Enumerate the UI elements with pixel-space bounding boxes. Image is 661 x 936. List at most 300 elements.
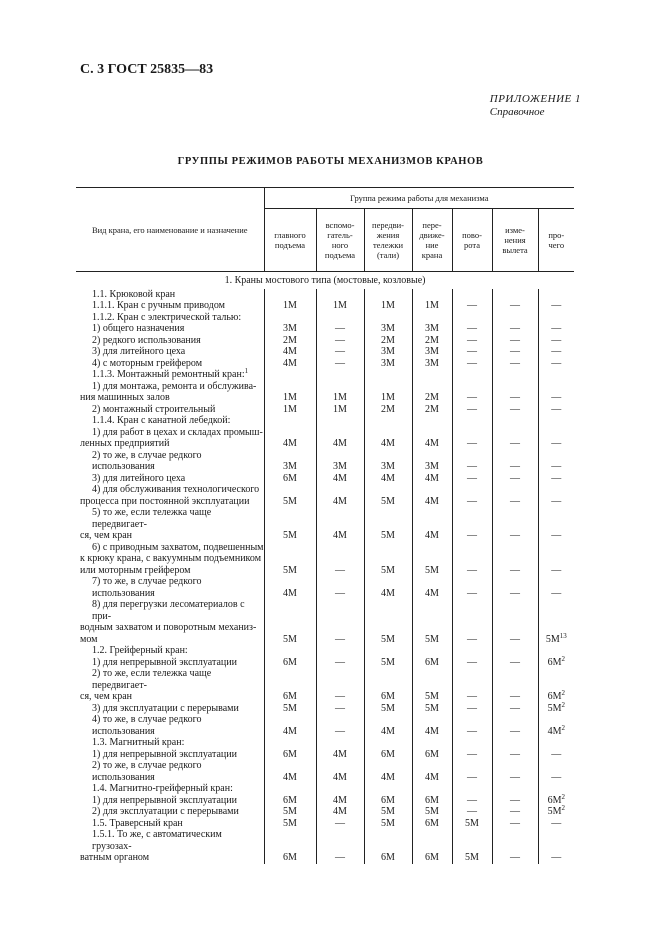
mode-group-cell: [412, 312, 452, 324]
mode-group-cell: [492, 703, 538, 715]
crane-type-text: 2) то же, если тележка чаще передвигает-: [92, 668, 212, 691]
crane-type-text: 1.1.4. Кран с канатной лебедкой:: [92, 415, 231, 426]
mode-group-value: 6М: [283, 852, 297, 863]
mode-group-cell: [538, 760, 574, 783]
column-header-line: жения: [376, 230, 400, 240]
mode-group-value: 4М: [283, 346, 297, 357]
mode-group-cell: [492, 714, 538, 737]
crane-type-cell: [76, 599, 264, 645]
crane-type-text: 8) для перегрузки лесоматериалов с при-: [92, 599, 245, 622]
mode-group-cell: [316, 289, 364, 301]
mode-group-cell: [264, 703, 316, 715]
mode-group-cell: [316, 450, 364, 473]
mode-group-value: 4М: [333, 438, 347, 449]
crane-type-cell: [76, 703, 264, 715]
mode-group-cell: [364, 657, 412, 669]
mode-group-value: 4М: [425, 438, 439, 449]
crane-type-cell: [76, 369, 264, 381]
crane-type-line: [80, 530, 264, 542]
mode-group-value: 3М: [381, 346, 395, 357]
mode-group-cell: [264, 473, 316, 485]
table-row: [76, 542, 574, 577]
crane-type-line: [80, 369, 264, 381]
mode-group-cell: [452, 749, 492, 761]
table-row: [76, 300, 574, 312]
crane-type-line: [80, 427, 264, 439]
mode-group-value: —: [551, 748, 562, 760]
table-row: [76, 473, 574, 485]
column-header-line: тележки: [372, 240, 404, 250]
crane-type-cell: [76, 783, 264, 795]
column-header: [264, 209, 316, 272]
mode-group-cell: [316, 312, 364, 324]
mode-group-cell: [538, 415, 574, 427]
crane-type-text: 1.1.2. Кран с электрической талью:: [92, 311, 242, 323]
mode-group-cell: [316, 760, 364, 783]
mode-group-value: 4М: [425, 771, 439, 783]
mode-group-cell: [538, 484, 574, 507]
crane-type-text: ленных предприятий: [80, 438, 170, 449]
mode-group-value: 3М: [283, 461, 297, 472]
mode-group-value: 2М: [425, 403, 439, 415]
column-header-line: изме-: [505, 225, 525, 235]
column-header: [316, 209, 364, 272]
page-header: С. 3 ГОСТ 25835—83: [80, 62, 214, 77]
mode-group-value: —: [510, 702, 520, 714]
mode-group-cell: [412, 645, 452, 657]
mode-group-cell: [492, 599, 538, 645]
table-row: [76, 749, 574, 761]
crane-type-text: 5) то же, если тележка чаще передвигает-: [92, 507, 212, 530]
mode-group-cell: [538, 381, 574, 404]
mode-group-value: 3М: [333, 461, 347, 472]
crane-type-text: мом: [80, 633, 98, 645]
mode-group-cell: [492, 369, 538, 381]
mode-group-value: 5М: [283, 633, 297, 645]
mode-group-value: 2М: [381, 334, 395, 346]
crane-type-text: 1) для непрерывной эксплуатации: [92, 794, 237, 806]
mode-group-cell: [452, 335, 492, 347]
column-header-line: ного: [331, 240, 349, 250]
crane-type-line: [80, 473, 264, 485]
column-header-line: главного: [274, 230, 306, 240]
mode-group-value: 5М: [283, 702, 297, 714]
mode-group-cell: [264, 542, 316, 577]
crane-type-text: 2) то же, в случае редкого использования: [92, 449, 202, 472]
mode-group-cell: [452, 358, 492, 370]
crane-type-line: [80, 565, 264, 577]
mode-group-cell: [264, 312, 316, 324]
mode-group-cell: [492, 542, 538, 577]
mode-group-cell: [364, 404, 412, 416]
mode-group-value: 6М: [425, 748, 439, 760]
mode-group-cell: [364, 668, 412, 703]
mode-group-cell: [364, 645, 412, 657]
mode-group-cell: [452, 645, 492, 657]
mode-group-cell: [492, 576, 538, 599]
mode-group-cell: [412, 335, 452, 347]
mode-group-value: 6М: [381, 852, 395, 863]
mode-group-cell: [364, 749, 412, 761]
mode-group-value: 6М: [425, 794, 439, 806]
mode-group-value: 2М: [381, 403, 395, 415]
mode-group-cell: [316, 829, 364, 864]
crane-type-line: [80, 542, 264, 554]
table-row: [76, 668, 574, 703]
mode-group-value: —: [467, 403, 477, 415]
mode-group-value: —: [467, 633, 477, 645]
header-mode-group: Группа режима работы для механизма: [264, 188, 574, 209]
mode-group-cell: [364, 427, 412, 450]
mode-group-cell: [492, 300, 538, 312]
mode-group-cell: [264, 404, 316, 416]
table-row: [76, 358, 574, 370]
crane-type-cell: [76, 657, 264, 669]
mode-group-cell: [492, 289, 538, 301]
mode-group-cell: [538, 450, 574, 473]
mode-group-value: 4М: [547, 725, 562, 737]
mode-group-cell: [452, 289, 492, 301]
crane-type-cell: [76, 381, 264, 404]
crane-type-text: 1.4. Магнитно-грейферный кран:: [92, 783, 233, 794]
mode-group-cell: [412, 473, 452, 485]
mode-group-cell: [452, 599, 492, 645]
mode-group-value: —: [467, 587, 477, 599]
mode-group-value: —: [510, 300, 520, 311]
crane-type-line: [80, 312, 264, 324]
table-row: [76, 657, 574, 669]
mode-group-cell: [492, 415, 538, 427]
footnote-ref: 2: [561, 804, 565, 812]
column-header-line: движе-: [419, 230, 445, 240]
mode-group-cell: [538, 576, 574, 599]
mode-group-value: —: [551, 346, 562, 357]
mode-group-value: 6М: [425, 656, 439, 668]
table-row: [76, 312, 574, 324]
crane-type-cell: [76, 737, 264, 749]
mode-group-value: —: [551, 357, 562, 369]
crane-type-line: [80, 852, 264, 864]
mode-group-value: 6М: [547, 794, 562, 806]
mode-group-cell: [538, 289, 574, 301]
column-header: [538, 209, 574, 272]
crane-type-text: 2) то же, в случае редкого использования: [92, 760, 202, 783]
column-header: [452, 209, 492, 272]
mode-group-value: 5М: [425, 691, 439, 702]
mode-group-value: 1М: [333, 300, 347, 311]
mode-group-cell: [538, 312, 574, 324]
mode-group-value: 4М: [381, 725, 395, 737]
mode-group-value: —: [510, 461, 520, 472]
mode-group-value: —: [510, 852, 520, 863]
crane-type-line: [80, 691, 264, 703]
mode-group-cell: [412, 427, 452, 450]
mode-group-value: 5М: [283, 530, 297, 541]
mode-group-value: —: [551, 392, 562, 403]
mode-group-cell: [364, 300, 412, 312]
mode-group-value: 6М: [381, 691, 395, 702]
mode-group-value: 5М: [381, 817, 395, 829]
mode-group-cell: [264, 783, 316, 795]
mode-group-cell: [452, 760, 492, 783]
mode-group-value: 5М: [547, 806, 562, 817]
mode-group-cell: [452, 450, 492, 473]
mode-group-value: —: [510, 794, 520, 806]
mode-group-cell: [492, 795, 538, 807]
mode-group-value: —: [510, 748, 520, 760]
mode-group-value: 6М: [381, 794, 395, 806]
mode-group-cell: [452, 369, 492, 381]
mode-group-cell: [264, 760, 316, 783]
mode-group-value: —: [510, 656, 520, 668]
mode-group-value: —: [335, 587, 345, 599]
footnote-ref: 1: [244, 367, 249, 375]
mode-group-cell: [264, 427, 316, 450]
mode-group-cell: [538, 818, 574, 830]
mode-group-cell: [452, 703, 492, 715]
mode-group-value: 1М: [381, 300, 395, 311]
mode-group-cell: [412, 760, 452, 783]
crane-type-text: 1.1. Крюковой кран: [92, 288, 176, 300]
mode-group-value: —: [551, 472, 562, 484]
crane-type-cell: [76, 300, 264, 312]
mode-group-cell: [264, 668, 316, 703]
crane-modes-table: [76, 187, 574, 864]
column-header-line: вспомо-: [325, 220, 355, 230]
mode-group-cell: [412, 415, 452, 427]
crane-type-text: 6) с приводным захватом, подвешенным: [92, 541, 264, 553]
crane-type-line: [80, 634, 264, 646]
mode-group-cell: [538, 358, 574, 370]
mode-group-cell: [264, 300, 316, 312]
crane-type-line: [80, 415, 264, 427]
mode-group-value: —: [335, 323, 345, 334]
mode-group-value: —: [510, 564, 520, 576]
mode-group-value: 5М: [283, 817, 297, 829]
mode-group-value: 3М: [425, 346, 439, 357]
crane-type-line: [80, 381, 264, 393]
crane-type-line: [80, 599, 264, 622]
mode-group-cell: [316, 358, 364, 370]
mode-group-value: —: [510, 530, 520, 541]
mode-group-cell: [364, 312, 412, 324]
crane-type-cell: [76, 323, 264, 335]
mode-group-cell: [492, 657, 538, 669]
mode-group-value: 4М: [333, 794, 347, 806]
mode-group-value: 3М: [283, 323, 297, 334]
mode-group-value: 2М: [425, 392, 439, 403]
mode-group-value: 3М: [425, 461, 439, 472]
appendix-label: ПРИЛОЖЕНИЕ 1: [489, 93, 581, 105]
mode-group-value: 3М: [381, 357, 395, 369]
mode-group-cell: [264, 714, 316, 737]
mode-group-cell: [316, 542, 364, 577]
mode-group-cell: [264, 829, 316, 864]
mode-group-cell: [452, 806, 492, 818]
mode-group-value: —: [467, 472, 477, 484]
mode-group-value: 5М: [425, 633, 439, 645]
mode-group-value: 3М: [425, 357, 439, 369]
mode-group-cell: [412, 484, 452, 507]
mode-group-cell: [264, 369, 316, 381]
mode-group-cell: [492, 335, 538, 347]
mode-group-value: —: [467, 794, 477, 806]
mode-group-value: 4М: [283, 725, 297, 737]
mode-group-value: 1М: [283, 300, 297, 311]
mode-group-cell: [316, 369, 364, 381]
mode-group-value: —: [467, 656, 477, 668]
mode-group-value: —: [467, 806, 477, 817]
mode-group-value: 4М: [381, 771, 395, 783]
mode-group-value: 6М: [283, 656, 297, 668]
crane-type-text: 1.5. Траверсный кран: [92, 817, 183, 829]
mode-group-cell: [492, 760, 538, 783]
mode-group-value: 4М: [333, 806, 347, 817]
mode-group-value: 5М: [381, 656, 395, 668]
mode-group-cell: [492, 473, 538, 485]
mode-group-cell: [412, 783, 452, 795]
mode-group-cell: [412, 818, 452, 830]
mode-group-cell: [538, 806, 574, 818]
mode-group-cell: [264, 323, 316, 335]
crane-type-text: 1) для непрерывной эксплуатации: [92, 748, 237, 760]
mode-group-value: 6М: [381, 748, 395, 760]
mode-group-cell: [452, 714, 492, 737]
mode-group-cell: [316, 818, 364, 830]
mode-group-cell: [364, 473, 412, 485]
mode-group-cell: [264, 795, 316, 807]
crane-type-line: [80, 737, 264, 749]
mode-group-cell: [452, 829, 492, 864]
mode-group-value: —: [551, 587, 562, 599]
crane-type-text: 1.1.3. Монтажный ремонтный кран:: [92, 369, 245, 380]
mode-group-value: —: [467, 346, 477, 357]
mode-group-cell: [412, 381, 452, 404]
mode-group-cell: [452, 484, 492, 507]
crane-type-text: 3) для литейного цеха: [92, 472, 186, 484]
mode-group-value: —: [551, 852, 562, 863]
crane-type-cell: [76, 346, 264, 358]
table-row: [76, 381, 574, 404]
mode-group-cell: [452, 542, 492, 577]
mode-group-value: —: [467, 530, 477, 541]
mode-group-value: 4М: [283, 438, 297, 449]
mode-group-cell: [364, 289, 412, 301]
mode-group-cell: [492, 737, 538, 749]
mode-group-cell: [452, 507, 492, 542]
crane-type-cell: [76, 818, 264, 830]
crane-type-cell: [76, 576, 264, 599]
mode-group-cell: [264, 415, 316, 427]
mode-group-value: 4М: [381, 587, 395, 599]
mode-group-cell: [538, 749, 574, 761]
mode-group-value: —: [510, 357, 520, 369]
mode-group-cell: [492, 668, 538, 703]
column-header-line: крана: [421, 250, 443, 260]
mode-group-value: 6М: [547, 691, 562, 702]
crane-type-line: [80, 622, 264, 634]
mode-group-cell: [538, 300, 574, 312]
mode-group-value: —: [335, 633, 345, 645]
mode-group-cell: [412, 289, 452, 301]
mode-group-value: —: [467, 771, 477, 783]
mode-group-cell: [492, 749, 538, 761]
column-header: [492, 209, 538, 272]
mode-group-value: 3М: [381, 461, 395, 472]
crane-type-cell: [76, 450, 264, 473]
crane-type-text: 4) для обслуживания технологического: [92, 484, 260, 495]
mode-group-value: —: [335, 725, 345, 737]
crane-type-line: [80, 496, 264, 508]
column-header-line: нения: [504, 235, 526, 245]
crane-type-line: [80, 300, 264, 312]
mode-group-cell: [412, 668, 452, 703]
column-header-line: рота: [464, 240, 480, 250]
mode-group-value: —: [551, 530, 562, 541]
crane-type-text: ся, чем кран: [80, 530, 132, 541]
footnote-ref: 13: [559, 631, 567, 640]
crane-type-cell: [76, 335, 264, 347]
mode-group-value: —: [467, 748, 477, 760]
crane-type-line: [80, 760, 264, 783]
mode-group-cell: [538, 404, 574, 416]
mode-group-cell: [492, 312, 538, 324]
mode-group-cell: [492, 484, 538, 507]
mode-group-value: —: [510, 806, 520, 817]
mode-group-value: 6М: [283, 748, 297, 760]
mode-group-cell: [452, 473, 492, 485]
mode-group-value: 2М: [283, 334, 297, 346]
mode-group-value: —: [510, 771, 520, 783]
mode-group-value: 4М: [425, 530, 439, 541]
mode-group-cell: [538, 346, 574, 358]
mode-group-cell: [412, 507, 452, 542]
mode-group-value: —: [510, 495, 520, 507]
mode-group-cell: [538, 792, 574, 807]
crane-type-cell: [76, 645, 264, 657]
mode-group-value: —: [335, 852, 345, 863]
crane-type-text: ния машинных залов: [80, 392, 170, 403]
mode-group-cell: [264, 645, 316, 657]
mode-group-value: —: [467, 334, 477, 346]
mode-group-cell: [492, 323, 538, 335]
document-title: ГРУППЫ РЕЖИМОВ РАБОТЫ МЕХАНИЗМОВ КРАНОВ: [177, 156, 484, 167]
crane-type-text: водным захватом и поворотным механиз-: [80, 622, 257, 633]
crane-type-text: 1.1.1. Кран с ручным приводом: [92, 300, 225, 311]
table-row: [76, 323, 574, 335]
crane-type-line: [80, 323, 264, 335]
table-row: [76, 576, 574, 599]
mode-group-cell: [364, 450, 412, 473]
mode-group-cell: [538, 783, 574, 795]
mode-group-value: —: [551, 461, 562, 472]
mode-group-value: —: [510, 403, 520, 415]
mode-group-cell: [316, 484, 364, 507]
mode-group-value: 4М: [333, 748, 347, 760]
mode-group-value: —: [510, 392, 520, 403]
mode-group-value: —: [510, 587, 520, 599]
mode-group-value: 4М: [333, 495, 347, 507]
mode-group-cell: [364, 507, 412, 542]
crane-type-line: [80, 645, 264, 657]
mode-group-cell: [538, 829, 574, 864]
mode-group-value: 5М: [381, 495, 395, 507]
mode-group-cell: [538, 335, 574, 347]
footnote-ref: 2: [561, 792, 565, 801]
mode-group-value: —: [335, 702, 345, 714]
column-header: [364, 209, 412, 272]
mode-group-value: —: [551, 564, 562, 576]
